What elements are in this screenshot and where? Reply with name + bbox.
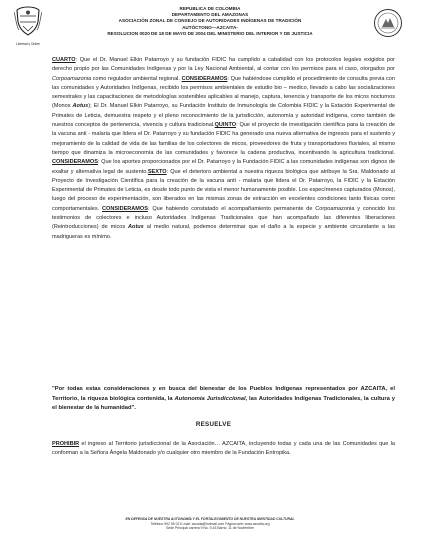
header-line-5: RESOLUCION 0020 DE 18 DE MAYO DE 2004 DEL MINISTERIO DEL INTERIOR Y DE JUSTICIA [107,30,313,36]
consid-1-text: : Que habiéndose cumplido el procedimiento de consulta previa con las comunidades y Autoridades Indígenas, recibido los permisos ambientales de estudio bio – medico, llevado a cabo las socializaciones semestrales y las capacitaciones de metodologías sostenibles aplicables al manejo, captura, tenencia y transporte de los micos nocturnos (Monos [52,75,395,110]
header-line-1: REPUBLICA DE COLOMBIA [179,6,241,11]
footer-line-1: EN DEFENSA DE NUESTRA AUTONOMÍA Y EL FORTALECIMIENTO DE NUESTRA IDENTIDAD CULTURAL [125,517,295,521]
label-quinto: QUINTO [214,122,237,129]
quinto-text: : Que el proyecto de investigación científica para la creación de la vacuna anti - malaria que lidera el Dr. Patarroyo y su fundación FIDIC ha generado una nueva alternativa de ingresos para el sustento y mejoramiento de la calidad de vida de las familias de los colectores de micos, proveedores de fruta y transportadores fluviales, al mismo tiempo que dinamiza la microeconomía de las comunidades y favorece la cadena productiva, incentivando la agricultura tradicional. [52,122,395,156]
label-considerando-2: CONSIDERAMOS [52,159,98,166]
colombia-coat-of-arms-icon [14,6,42,36]
sexto-text: : Que el deterioro ambiental a nuestra riqueza biológica que atribuye la Sra. Maldonado al Proyecto de Investigación Científica para la creación de la vacuna anti - malaria que lidera el Dr. Patarroyo, la FIDIC y la Estación Experimental de Primates de Leticia, es desde todo punto de vista el menor humanamente posible. Los especímenes capturados (Monos), luego del proceso de experimentación, son liberados en las mismas zonas de extracción en excelentes condiciones tanto físicas como comportamentales. [52,168,395,212]
corpoamazonia-text: Corpoamazonia [52,75,92,82]
letterhead-text [60,6,360,37]
label-considerando-1: CONSIDERAMOS [181,75,228,82]
azcaita-seal [373,8,403,38]
label-considerando-3: CONSIDERAMOS [102,205,148,212]
header-line-2: DEPARTAMENTO DEL AMAZONAS [171,12,249,18]
consid-3-text: : Que habiendo constatado el acompañamiento permanente de Corpoamazonia y conocido los testimonios de colectores e incluso Autoridades Indígenas Tradicionales que han acompañado las diferentes liberaciones (Reintroducciones) de micos [52,205,396,231]
letterhead [0,2,427,48]
resuelve-heading: RESUELVE [195,421,232,428]
seal-motto: Libertad y Orden [16,42,40,46]
label-sexto: SEXTO [147,168,167,175]
label-prohibir: PROHIBIR [52,441,80,447]
prohibir-text: el ingreso al Territorio jurisdiccional de la Asociación… AZCAITA, incluyendo todas y cada una de las Comunidades que la conforman a la Señora Ángela Maldonado y/o cualquier otro miembro de la Fundación Entropika. [52,441,395,457]
footer-line-3: Sede Principal carrera 9 No. 9-43 Barrio: 11 de Noviembre [166,526,254,531]
closing-statement [52,385,395,414]
aotus-text-1: Aotus [72,103,89,110]
cuarto-text-2: como regulador ambiental regional. [91,75,182,82]
cuarto-text: : Que el Dr. Manuel Elkin Patarroyo y su fundación FIDIC ha cumplido a cabalidad con los protocolos legales exigidos por derecho propio por las Comunidades Indígenas y por la Ley Nacional Ambiental, al contar con los permisos para el caso, otorgados por [52,57,395,73]
header-line-4: AUTÓCTONO—AZCAITA- [182,24,238,30]
consid-2-text: : Que los aportes proporcionados por el Dr. Patarroyo y la Fundación FIDIC a las comunidades indígenas son dignos de exaltar y alternativa legal de sustento. [52,159,395,175]
footer [60,517,360,531]
consid-1-text-2: ); El Dr. Manuel Elkin Patarroyo, su Fundación Instituto de Inmunología de Colombia FIDIC y la Estación Experimental de Primates de Leticia, demuestra respeto y el pleno reconocimiento de la jurisdicción, autonomía y autoridad indígena, como también de nuestros conceptos de pertenencia, vivencia y cultura tradicional. [52,103,395,129]
paragraph-cuarto [52,56,395,242]
quote-part-1: "Por todas estas consideraciones y en busca del bienestar de los Pueblos Indígenas representados por AZCAITA, el Territorio, la riqueza biológica contenida, la [52,386,395,402]
consid-3-text-2: al medio natural, podemos determinar que el daño a la especie y ambiente circundante a las madrigueras es mínimo. [52,224,395,240]
quote-italic: Autonomía Jurisdiccional [174,395,246,402]
azcaita-seal-icon [373,8,403,38]
considerations-body [52,56,395,242]
resolution-paragraph [52,440,395,459]
label-cuarto: CUARTO [52,57,76,63]
footer-line-2: Teléfono 592 59 02 E-mail: azcaita@hotmail.com Página web: www.azcaita.org [150,521,270,526]
aotus-text-2: Aotus [128,224,144,231]
colombia-coat-of-arms [14,6,42,46]
header-line-3: ASOCIACIÓN ZONAL DE CONSEJO DE AUTORIDADES INDÍGENAS DE TRADICIÓN [118,18,302,24]
quote-part-2: , las Autoridades Indígenas Tradicionales, la cultura y el bienestar de la humanidad". [52,395,395,412]
